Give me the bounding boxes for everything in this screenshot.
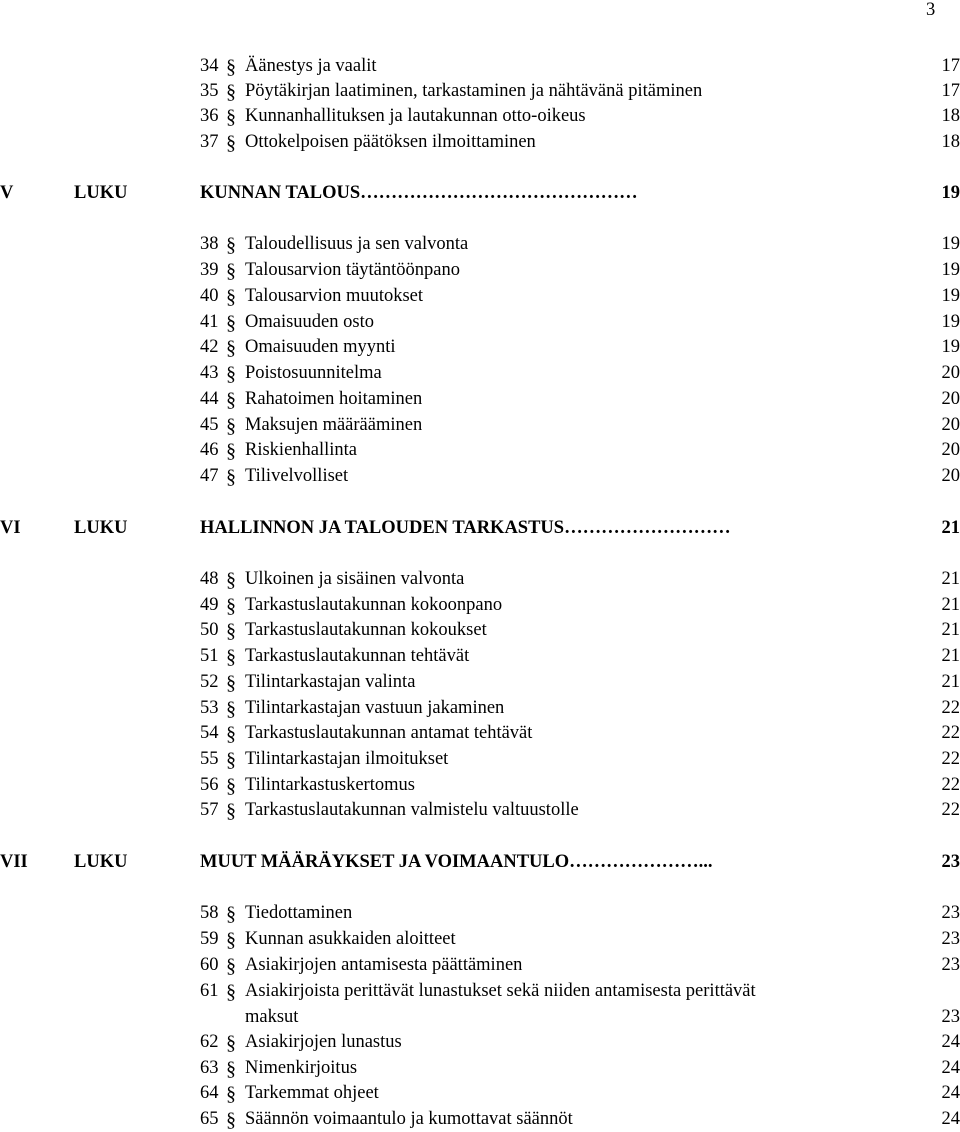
item-number: 50 [200, 620, 219, 640]
item-page: 22 [941, 749, 960, 769]
item-number: 41 [200, 312, 219, 332]
toc-item [200, 798, 960, 822]
item-title: Ottokelpoisen päätöksen ilmoittaminen [245, 132, 536, 152]
item-number: 48 [200, 569, 219, 589]
item-number: 38 [200, 234, 219, 254]
item-page: 23 [941, 903, 960, 923]
section-sign-icon [223, 980, 239, 1002]
toc-item [200, 54, 960, 78]
item-number: 43 [200, 363, 219, 383]
item-number: 36 [200, 106, 219, 126]
item-page: 21 [941, 620, 960, 640]
svg-text:§: § [226, 1032, 236, 1053]
section-sign-icon [223, 697, 239, 719]
chapter-roman: VI [0, 518, 21, 538]
item-page: 18 [941, 132, 960, 152]
item-number: 59 [200, 929, 219, 949]
chapter-luku: LUKU [74, 518, 128, 538]
svg-text:§: § [226, 81, 236, 102]
item-number: 44 [200, 389, 219, 409]
toc-item [200, 773, 960, 797]
section-sign-icon [223, 671, 239, 693]
chapter-page: 19 [941, 183, 960, 203]
item-page: 20 [941, 415, 960, 435]
chapter-title: MUUT MÄÄRÄYKSET JA VOIMAANTULO…………………... [200, 852, 713, 872]
item-page: 19 [941, 312, 960, 332]
item-title-continuation: maksut [245, 1007, 299, 1027]
item-page: 24 [941, 1083, 960, 1103]
item-title: Äänestys ja vaalit [245, 56, 377, 76]
chapter-heading [0, 180, 960, 206]
item-page: 23 [941, 929, 960, 949]
item-title: Pöytäkirjan laatiminen, tarkastaminen ja nähtävänä pitäminen [245, 81, 703, 101]
item-page: 20 [941, 466, 960, 486]
item-page: 17 [941, 56, 960, 76]
section-sign-icon [223, 1057, 239, 1079]
item-number: 53 [200, 698, 219, 718]
item-number: 34 [200, 56, 219, 76]
item-page: 17 [941, 81, 960, 101]
toc-item [200, 413, 960, 437]
svg-text:§: § [226, 672, 236, 693]
item-page: 19 [941, 337, 960, 357]
svg-text:§: § [226, 234, 236, 255]
section-sign-icon [223, 105, 239, 127]
item-number: 46 [200, 440, 219, 460]
toc-item [200, 438, 960, 462]
item-number: 58 [200, 903, 219, 923]
item-title: Tilintarkastuskertomus [245, 775, 415, 795]
item-number: 42 [200, 337, 219, 357]
item-title: Tarkastuslautakunnan antamat tehtävät [245, 723, 533, 743]
chapter-luku: LUKU [74, 183, 128, 203]
toc-item [200, 567, 960, 591]
item-title: Tarkemmat ohjeet [245, 1083, 379, 1103]
item-number: 40 [200, 286, 219, 306]
chapter-heading [0, 849, 960, 875]
chapter-heading [0, 515, 960, 541]
toc-item [200, 284, 960, 308]
section-sign-icon [223, 645, 239, 667]
section-sign-icon [223, 465, 239, 487]
item-page: 22 [941, 775, 960, 795]
section-sign-icon [223, 954, 239, 976]
section-sign-icon [223, 259, 239, 281]
toc-item [200, 618, 960, 642]
svg-text:§: § [226, 389, 236, 410]
item-number: 62 [200, 1032, 219, 1052]
item-page: 23 [941, 955, 960, 975]
svg-text:§: § [226, 466, 236, 487]
item-page: 20 [941, 440, 960, 460]
toc-item [200, 1030, 960, 1054]
svg-text:§: § [226, 337, 236, 358]
item-number: 52 [200, 672, 219, 692]
item-page: 20 [941, 389, 960, 409]
chapter-luku: LUKU [74, 852, 128, 872]
toc-item [200, 670, 960, 694]
item-number: 35 [200, 81, 219, 101]
item-page: 22 [941, 800, 960, 820]
svg-text:§: § [226, 1109, 236, 1130]
section-sign-icon [223, 131, 239, 153]
svg-text:§: § [226, 260, 236, 281]
section-sign-icon [223, 799, 239, 821]
section-sign-icon [223, 594, 239, 616]
section-sign-icon [223, 80, 239, 102]
item-number: 49 [200, 595, 219, 615]
item-number: 56 [200, 775, 219, 795]
toc-item [200, 953, 960, 977]
section-sign-icon [223, 619, 239, 641]
svg-text:§: § [226, 955, 236, 976]
toc-item [200, 387, 960, 411]
item-number: 45 [200, 415, 219, 435]
toc-item [200, 310, 960, 334]
toc-item [200, 361, 960, 385]
toc-item [200, 696, 960, 720]
toc-item [200, 130, 960, 154]
item-page: 18 [941, 106, 960, 126]
item-number: 55 [200, 749, 219, 769]
item-page: 19 [941, 286, 960, 306]
svg-text:§: § [226, 1083, 236, 1104]
item-title: Kunnan asukkaiden aloitteet [245, 929, 456, 949]
item-number: 54 [200, 723, 219, 743]
item-page: 21 [941, 569, 960, 589]
section-sign-icon [223, 1031, 239, 1053]
item-page: 21 [941, 595, 960, 615]
toc-item [200, 335, 960, 359]
toc-item [200, 901, 960, 925]
section-sign-icon [223, 233, 239, 255]
section-sign-icon [223, 362, 239, 384]
section-sign-icon [223, 748, 239, 770]
item-title: Talousarvion täytäntöönpano [245, 260, 460, 280]
svg-text:§: § [226, 106, 236, 127]
item-number: 39 [200, 260, 219, 280]
item-title: Tilintarkastajan vastuun jakaminen [245, 698, 505, 718]
item-title: Asiakirjojen lunastus [245, 1032, 402, 1052]
svg-text:§: § [226, 775, 236, 796]
item-number: 61 [200, 981, 219, 1001]
item-page: 23 [941, 1007, 960, 1027]
item-number: 64 [200, 1083, 219, 1103]
item-page: 19 [941, 234, 960, 254]
svg-text:§: § [226, 620, 236, 641]
section-sign-icon [223, 722, 239, 744]
item-title: Maksujen määrääminen [245, 415, 423, 435]
item-number: 60 [200, 955, 219, 975]
item-title: Ulkoinen ja sisäinen valvonta [245, 569, 465, 589]
item-page: 22 [941, 698, 960, 718]
item-title: Talousarvion muutokset [245, 286, 424, 306]
item-title: Poistosuunnitelma [245, 363, 382, 383]
section-sign-icon [223, 1082, 239, 1104]
item-title: Tarkastuslautakunnan kokoukset [245, 620, 487, 640]
svg-text:§: § [226, 363, 236, 384]
item-title: Tilintarkastajan ilmoitukset [245, 749, 449, 769]
item-title: Tarkastuslautakunnan tehtävät [245, 646, 470, 666]
svg-text:§: § [226, 312, 236, 333]
toc-item [200, 747, 960, 771]
toc-item [200, 104, 960, 128]
item-title: Tilivelvolliset [245, 466, 349, 486]
section-sign-icon [223, 928, 239, 950]
toc-item [200, 1081, 960, 1105]
toc-item [200, 1107, 960, 1131]
svg-text:§: § [226, 698, 236, 719]
item-title: Rahatoimen hoitaminen [245, 389, 423, 409]
item-page: 21 [941, 672, 960, 692]
svg-text:§: § [226, 723, 236, 744]
chapter-page: 21 [941, 518, 960, 538]
section-sign-icon [223, 774, 239, 796]
svg-text:§: § [226, 800, 236, 821]
item-number: 63 [200, 1058, 219, 1078]
item-page: 24 [941, 1058, 960, 1078]
svg-text:§: § [226, 981, 236, 1002]
item-page: 19 [941, 260, 960, 280]
item-number: 47 [200, 466, 219, 486]
section-sign-icon [223, 285, 239, 307]
section-sign-icon [223, 55, 239, 77]
section-sign-icon [223, 414, 239, 436]
chapter-page: 23 [941, 852, 960, 872]
item-title: Kunnanhallituksen ja lautakunnan otto-oikeus [245, 106, 586, 126]
svg-text:§: § [226, 56, 236, 77]
item-title: Omaisuuden myynti [245, 337, 396, 357]
toc-item [200, 979, 960, 1029]
svg-text:§: § [226, 286, 236, 307]
svg-text:§: § [226, 646, 236, 667]
item-title: Nimenkirjoitus [245, 1058, 358, 1078]
item-number: 65 [200, 1109, 219, 1129]
item-page: 21 [941, 646, 960, 666]
page-number: 3 [926, 0, 936, 20]
chapter-title: KUNNAN TALOUS……………………………………… [200, 183, 638, 203]
item-page: 24 [941, 1032, 960, 1052]
svg-text:§: § [226, 415, 236, 436]
item-title: Taloudellisuus ja sen valvonta [245, 234, 469, 254]
section-sign-icon [223, 336, 239, 358]
chapter-roman: VII [0, 852, 28, 872]
svg-text:§: § [226, 1058, 236, 1079]
section-sign-icon [223, 388, 239, 410]
chapter-roman: V [0, 183, 14, 203]
svg-text:§: § [226, 569, 236, 590]
item-number: 51 [200, 646, 219, 666]
section-sign-icon [223, 311, 239, 333]
item-title: Säännön voimaantulo ja kumottavat säännöt [245, 1109, 573, 1129]
section-sign-icon [223, 568, 239, 590]
toc-item [200, 79, 960, 103]
item-title: Tarkastuslautakunnan valmistelu valtuustolle [245, 800, 579, 820]
item-title: Riskienhallinta [245, 440, 358, 460]
toc-item [200, 927, 960, 951]
toc-item [200, 644, 960, 668]
toc-item [200, 721, 960, 745]
item-title: Asiakirjojen antamisesta päättäminen [245, 955, 523, 975]
svg-text:§: § [226, 440, 236, 461]
item-page: 22 [941, 723, 960, 743]
toc-item [200, 464, 960, 488]
toc-item [200, 232, 960, 256]
item-title: Tilintarkastajan valinta [245, 672, 416, 692]
item-title: Omaisuuden osto [245, 312, 374, 332]
section-sign-icon [223, 902, 239, 924]
toc-item [200, 258, 960, 282]
toc-item [200, 1056, 960, 1080]
item-title: Asiakirjoista perittävät lunastukset sekä niiden antamisesta perittävät [245, 981, 756, 1001]
item-title: Tarkastuslautakunnan kokoonpano [245, 595, 503, 615]
svg-text:§: § [226, 903, 236, 924]
item-page: 24 [941, 1109, 960, 1129]
svg-text:§: § [226, 595, 236, 616]
svg-text:§: § [226, 929, 236, 950]
svg-text:§: § [226, 749, 236, 770]
toc-item [200, 593, 960, 617]
svg-text:§: § [226, 132, 236, 153]
section-sign-icon [223, 1108, 239, 1130]
section-sign-icon [223, 439, 239, 461]
item-title: Tiedottaminen [245, 903, 353, 923]
item-page: 20 [941, 363, 960, 383]
chapter-title: HALLINNON JA TALOUDEN TARKASTUS……………………… [200, 518, 731, 538]
item-number: 57 [200, 800, 219, 820]
item-number: 37 [200, 132, 219, 152]
